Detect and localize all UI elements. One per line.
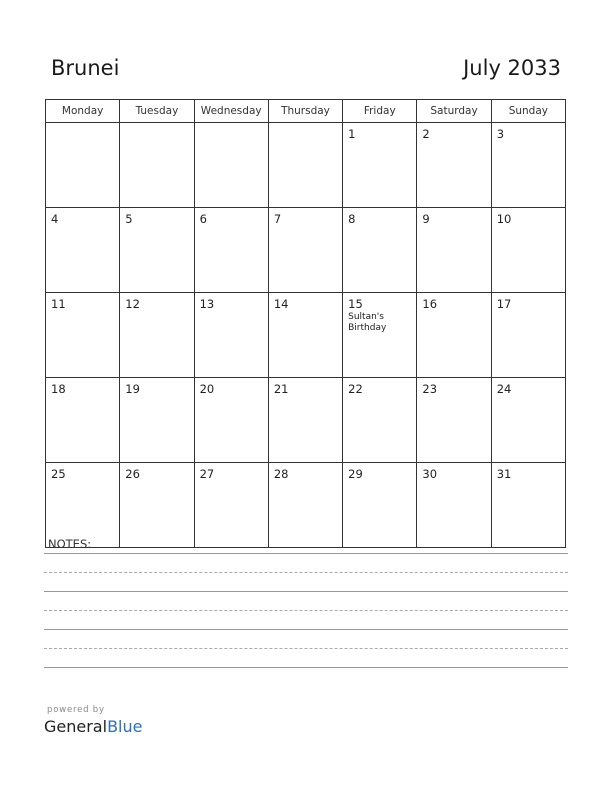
notes-line <box>44 648 568 649</box>
day-cell <box>46 293 120 378</box>
day-number: 15 <box>348 297 363 311</box>
day-number: 31 <box>496 467 512 481</box>
day-number: 8 <box>348 212 356 226</box>
day-cell <box>268 293 342 378</box>
day-number: 3 <box>496 127 505 141</box>
day-number: 12 <box>125 297 140 311</box>
day-cell <box>268 123 342 208</box>
day-cell <box>46 208 120 293</box>
day-cell <box>46 123 120 208</box>
day-cell <box>194 123 268 208</box>
day-number: 20 <box>199 382 215 396</box>
day-number: 1 <box>348 127 356 141</box>
day-cell <box>120 123 194 208</box>
day-cell <box>268 208 342 293</box>
week-row <box>46 123 566 208</box>
notes-line <box>44 610 568 611</box>
day-number: 29 <box>348 467 363 481</box>
day-cell <box>491 463 565 548</box>
day-cell <box>491 123 565 208</box>
day-number: 22 <box>348 382 363 396</box>
brand-blue: Blue <box>107 717 143 736</box>
notes-label: NOTES: <box>48 537 92 551</box>
day-cell <box>417 123 491 208</box>
holiday-label: Sultan's Birthday <box>348 312 387 333</box>
day-number: 18 <box>51 382 66 396</box>
day-cell <box>417 378 491 463</box>
day-number: 10 <box>496 212 512 226</box>
day-cell <box>417 293 491 378</box>
weekday-header: Sunday <box>491 100 565 123</box>
day-cell <box>194 378 268 463</box>
day-number: 26 <box>125 467 140 481</box>
notes-lines <box>44 553 568 668</box>
day-number: 9 <box>422 212 430 226</box>
day-number: 28 <box>273 467 289 481</box>
weekday-header: Wednesday <box>194 100 268 123</box>
weekday-header: Monday <box>46 100 120 123</box>
day-number: 11 <box>51 297 66 311</box>
day-number: 14 <box>273 297 289 311</box>
day-cell <box>194 208 268 293</box>
day-cell <box>268 463 342 548</box>
day-cell <box>194 463 268 548</box>
weekday-header: Tuesday <box>120 100 194 123</box>
day-cell <box>120 378 194 463</box>
day-cell <box>120 208 194 293</box>
day-cell <box>491 293 565 378</box>
notes-line <box>44 591 568 592</box>
notes-line <box>44 553 568 554</box>
calendar-grid <box>45 99 566 548</box>
weekday-header-row <box>46 100 566 123</box>
notes-line <box>44 667 568 668</box>
weekday-header: Friday <box>343 100 417 123</box>
day-cell <box>343 208 417 293</box>
day-number: 21 <box>273 382 289 396</box>
day-cell <box>491 208 565 293</box>
day-number: 7 <box>273 212 282 226</box>
day-number: 13 <box>199 297 215 311</box>
day-number: 6 <box>199 212 207 226</box>
week-row <box>46 293 566 378</box>
day-number: 16 <box>422 297 438 311</box>
day-cell <box>417 208 491 293</box>
week-row <box>46 208 566 293</box>
week-row <box>46 378 566 463</box>
notes-line <box>44 572 568 573</box>
day-number: 2 <box>422 127 430 141</box>
day-number: 27 <box>199 467 215 481</box>
day-cell <box>343 463 417 548</box>
weekday-header: Thursday <box>268 100 342 123</box>
notes-line <box>44 629 568 630</box>
weekday-header: Saturday <box>417 100 491 123</box>
brand-general: General <box>44 717 108 736</box>
day-cell <box>46 463 120 548</box>
day-cell <box>46 378 120 463</box>
day-number: 4 <box>51 212 59 226</box>
day-cell <box>120 463 194 548</box>
week-row <box>46 463 566 548</box>
day-cell <box>343 378 417 463</box>
day-number: 25 <box>51 467 66 481</box>
day-number: 30 <box>422 467 438 481</box>
day-number: 17 <box>496 297 512 311</box>
day-cell <box>268 378 342 463</box>
day-number: 24 <box>496 382 512 396</box>
day-cell <box>194 293 268 378</box>
day-cell <box>491 378 565 463</box>
day-cell <box>343 123 417 208</box>
day-cell <box>343 293 417 378</box>
month-year-title: July 2033 <box>463 56 561 80</box>
powered-by-text: powered by <box>47 705 105 715</box>
day-cell <box>120 293 194 378</box>
day-number: 23 <box>422 382 438 396</box>
day-number: 19 <box>125 382 140 396</box>
day-cell <box>417 463 491 548</box>
day-number: 5 <box>125 212 133 226</box>
generalblue-logo <box>44 717 142 736</box>
country-title: Brunei <box>51 56 120 80</box>
